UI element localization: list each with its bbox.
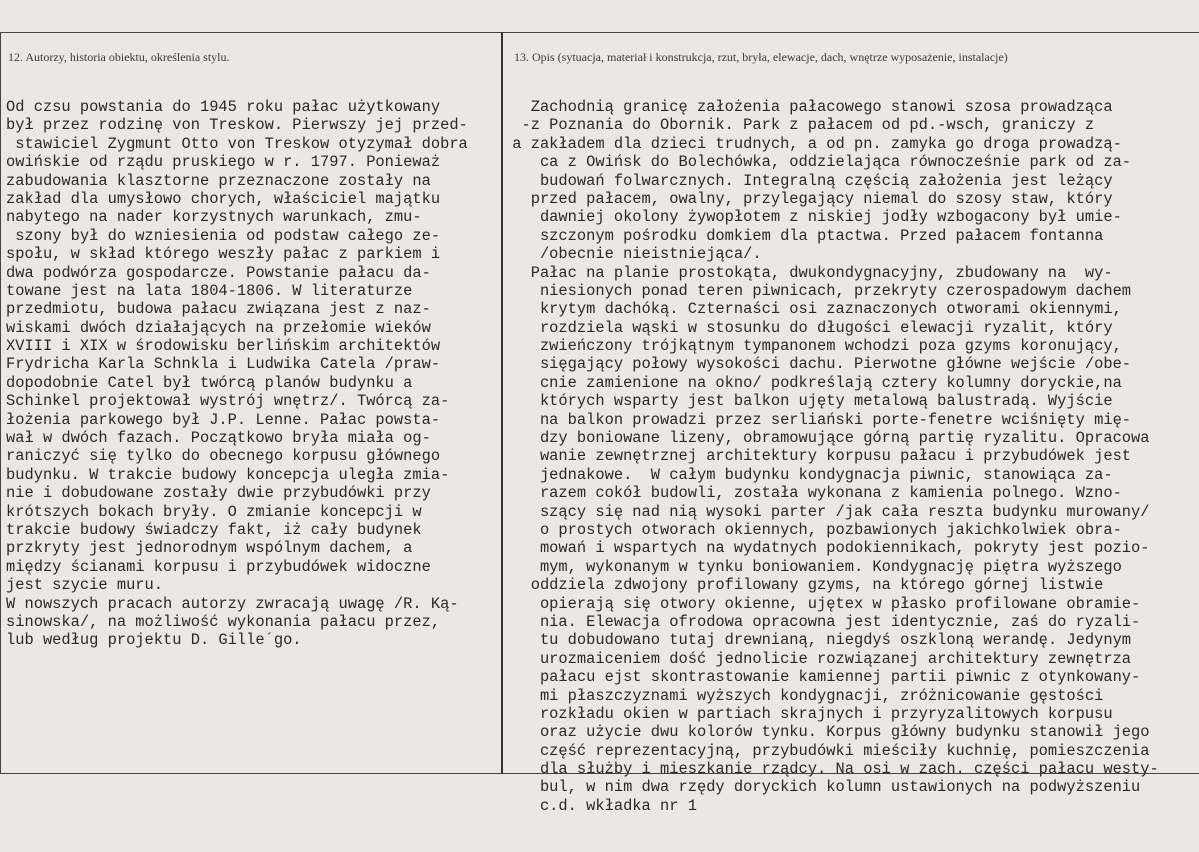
typed-line: oraz użycie dwu kolorów tynku. Korpus główny budynku stanowił jego bbox=[503, 723, 1150, 742]
typed-line: których wsparty jest balkon ujęty metalową balustradą. Wyjście bbox=[503, 392, 1113, 411]
typed-line: wał w dwóch fazach. Początkowo bryła miała og- bbox=[6, 429, 431, 448]
typed-line: budowań folwarcznych. Integralną częścią założenia jest leżący bbox=[503, 171, 1113, 190]
typed-line: przed pałacem, owalny, przylegający niemal do szosy staw, który bbox=[503, 189, 1113, 208]
typed-line: owińskie od rządu pruskiego w r. 1797. Ponieważ bbox=[6, 153, 441, 172]
typed-line: między ścianami korpusu i przybudówek widoczne bbox=[6, 557, 431, 576]
typed-line: był przez rodzinę von Treskow. Pierwszy jej przed- bbox=[6, 116, 468, 135]
typed-line: zakład dla umysłowo chorych, właściciel majątku bbox=[6, 189, 441, 208]
typed-line: -z Poznania do Obornik. Park z pałacem od pd.-wsch, graniczy z bbox=[503, 116, 1095, 135]
typed-line: trakcie budowy świadczy fakt, iż cały budynek bbox=[6, 520, 422, 539]
typed-line: rozkładu okien w partiach skrajnych i przyryzalitowych korpusu bbox=[503, 704, 1113, 723]
right-column-header: 13. Opis (sytuacja, materiał i konstrukcja, rzut, bryła, elewacje, dach, wnętrze wyposażenie, instalacje) bbox=[514, 50, 1008, 64]
typed-line: nabytego na nader korzystnych warunkach, zmu- bbox=[6, 208, 422, 227]
top-rule bbox=[0, 32, 1199, 33]
typed-line: budynku. W trakcie budowy koncepcja uległa zmia- bbox=[6, 465, 450, 484]
typed-line: bul, w nim dwa rzędy doryckich kolumn ustawionych na podwyższeniu bbox=[503, 778, 1141, 797]
typed-line: krytym dachóką. Czternaści osi zaznaczonych otworami okiennymi, bbox=[503, 300, 1122, 319]
typed-line: sinowska/, na możliwość wykonania pałacu przez, bbox=[6, 612, 441, 631]
typed-line: wanie zewnętrznej architektury korpusu pałacu i przybudówek jest bbox=[503, 447, 1132, 466]
left-column-text bbox=[6, 98, 502, 650]
typed-line: pałacu ejst skontrastowanie kamiennej partii piwnic z otynkowany- bbox=[503, 668, 1141, 687]
typed-line: c.d. wkładka nr 1 bbox=[503, 796, 697, 815]
typed-line: sięgający połowy wysokości dachu. Pierwotne główne wejście /obe- bbox=[503, 355, 1132, 374]
typed-line: łożenia parkowego był J.P. Lenne. Pałac powsta- bbox=[6, 410, 441, 429]
typed-line: krótszych bokach bryły. O zmianie koncepcji w bbox=[6, 502, 422, 521]
typed-line: nia. Elewacja ofrodowa opracowna jest identycznie, zaś do ryzali- bbox=[503, 612, 1141, 631]
typed-line: przedmiotu, budowa pałacu związana jest z naz- bbox=[6, 300, 431, 319]
typed-line: raniczyć się tylko do obecnego korpusu głównego bbox=[6, 447, 441, 466]
typed-line: Schinkel projektował wystrój wnętrz/. Twórcą za- bbox=[6, 392, 450, 411]
typed-line: rozdziela wąski w stosunku do długości elewacji ryzalit, który bbox=[503, 318, 1113, 337]
typed-line: cnie zamienione na okno/ podkreślają cztery kolumny doryckie,na bbox=[503, 373, 1122, 392]
typed-line: dopodobnie Catel był twórcą planów budynku a bbox=[6, 373, 413, 392]
typed-line: część reprezentacyjną, przybudówki mieściły kuchnię, pomieszczenia bbox=[503, 741, 1150, 760]
typed-line: Zachodnią granicę założenia pałacowego stanowi szosa prowadząca bbox=[503, 98, 1113, 116]
typed-line: zabudowania klasztorne przeznaczone zostały na bbox=[6, 171, 431, 190]
typed-line: mym, wykonanym w tynku boniowaniem. Kondygnację piętra wyższego bbox=[503, 557, 1122, 576]
typed-line: W nowszych pracach autorzy zwracają uwagę /R. Ką- bbox=[6, 594, 459, 613]
typed-line: dwa podwórza gospodarcze. Powstanie pałacu da- bbox=[6, 263, 431, 282]
left-rule bbox=[0, 32, 1, 774]
typed-line: przkryty jest jednorodnym wspólnym dachem, a bbox=[6, 539, 413, 558]
typed-line: jednakowe. W całym budynku kondygnacja piwnic, stanowiąca za- bbox=[503, 465, 1113, 484]
typed-line: nie i dobudowane zostały dwie przybudówki przy bbox=[6, 484, 431, 503]
typed-line: zwieńczony trójkątnym tympanonem wchodzi poza gzyms koronujący, bbox=[503, 337, 1122, 356]
typed-line: dawniej okolony żywopłotem z niskiej jodły wzbogacony był umie- bbox=[503, 208, 1122, 227]
typed-line: szczonym pośrodku domkiem dla ptactwa. Przed pałacem fontanna bbox=[503, 226, 1104, 245]
typed-line: Frydricha Karla Schnkla i Ludwika Catela /praw- bbox=[6, 355, 441, 374]
typed-line: niesionych ponad teren piwnicach, przekryty czerospadowym dachem bbox=[503, 281, 1132, 300]
typed-line: towane jest na lata 1804-1806. W literaturze bbox=[6, 281, 413, 300]
typed-line: szony był do wzniesienia od podstaw całego ze- bbox=[6, 226, 441, 245]
typed-line: /obecnie nieistniejąca/. bbox=[503, 245, 762, 264]
typed-line: Pałac na planie prostokąta, dwukondygnacyjny, zbudowany na wy- bbox=[503, 263, 1113, 282]
typed-line: szący się nad nią wysoki parter /jak cała reszta budynku murowany/ bbox=[503, 502, 1150, 521]
typed-line: wiskami dwóch działających na przełomie wieków bbox=[6, 318, 431, 337]
typed-line: dla służby i mieszkanie rządcy. Na osi w zach. części pałacu westy- bbox=[503, 760, 1159, 779]
typed-line: jest szycie muru. bbox=[6, 576, 164, 595]
typed-line: dzy boniowane lizeny, obramowujące górną partię ryzalitu. Opracowa bbox=[503, 429, 1150, 448]
right-column-text bbox=[503, 98, 1199, 815]
typed-line: mi płaszczyznami wyższych kondygnacji, zróżnicowanie gęstości bbox=[503, 686, 1104, 705]
typed-line: razem cokół budowli, została wykonana z kamienia polnego. Wzno- bbox=[503, 484, 1122, 503]
typed-line: stawiciel Zygmunt Otto von Treskow otyzymał dobra bbox=[6, 134, 468, 153]
typed-line: na balkon prowadzi przez serliański porte-fenetre wciśnięty mię- bbox=[503, 410, 1132, 429]
typed-line: społu, w skład którego weszły pałac z parkiem i bbox=[6, 245, 441, 264]
typed-line: Od czsu powstania do 1945 roku pałac użytkowany bbox=[6, 98, 441, 116]
typed-line: o prostych otworach okiennych, pozbawionych jakichkolwiek obra- bbox=[503, 520, 1122, 539]
typed-line: urozmaiceniem dość jednolicie rozwiązanej architektury zewnętrza bbox=[503, 649, 1132, 668]
left-column-header: 12. Autorzy, historia obiektu, określenia stylu. bbox=[8, 50, 230, 64]
typed-line: ca z Owińsk do Bolechówka, oddzielająca równocześnie park od za- bbox=[503, 153, 1132, 172]
typed-line: lub według projektu D. Gille´go. bbox=[6, 631, 302, 650]
typed-line: mowań i wspartych na wydatnych podokiennikach, pokryty jest pozio- bbox=[503, 539, 1150, 558]
typed-line: a zakładem dla dzieci trudnych, a od pn. zamyka go droga prowadzą- bbox=[503, 134, 1122, 153]
typed-line: tu dobudowano tutaj drewnianą, niegdyś oszkloną werandę. Jedynym bbox=[503, 631, 1132, 650]
typed-line: oddziela zdwojony profilowany gzyms, na którego górnej listwie bbox=[503, 576, 1104, 595]
typed-line: XVIII i XIX w środowisku berlińskim architektów bbox=[6, 337, 441, 356]
typed-line: opierają się otwory okienne, ujętex w płasko profilowane obramie- bbox=[503, 594, 1141, 613]
